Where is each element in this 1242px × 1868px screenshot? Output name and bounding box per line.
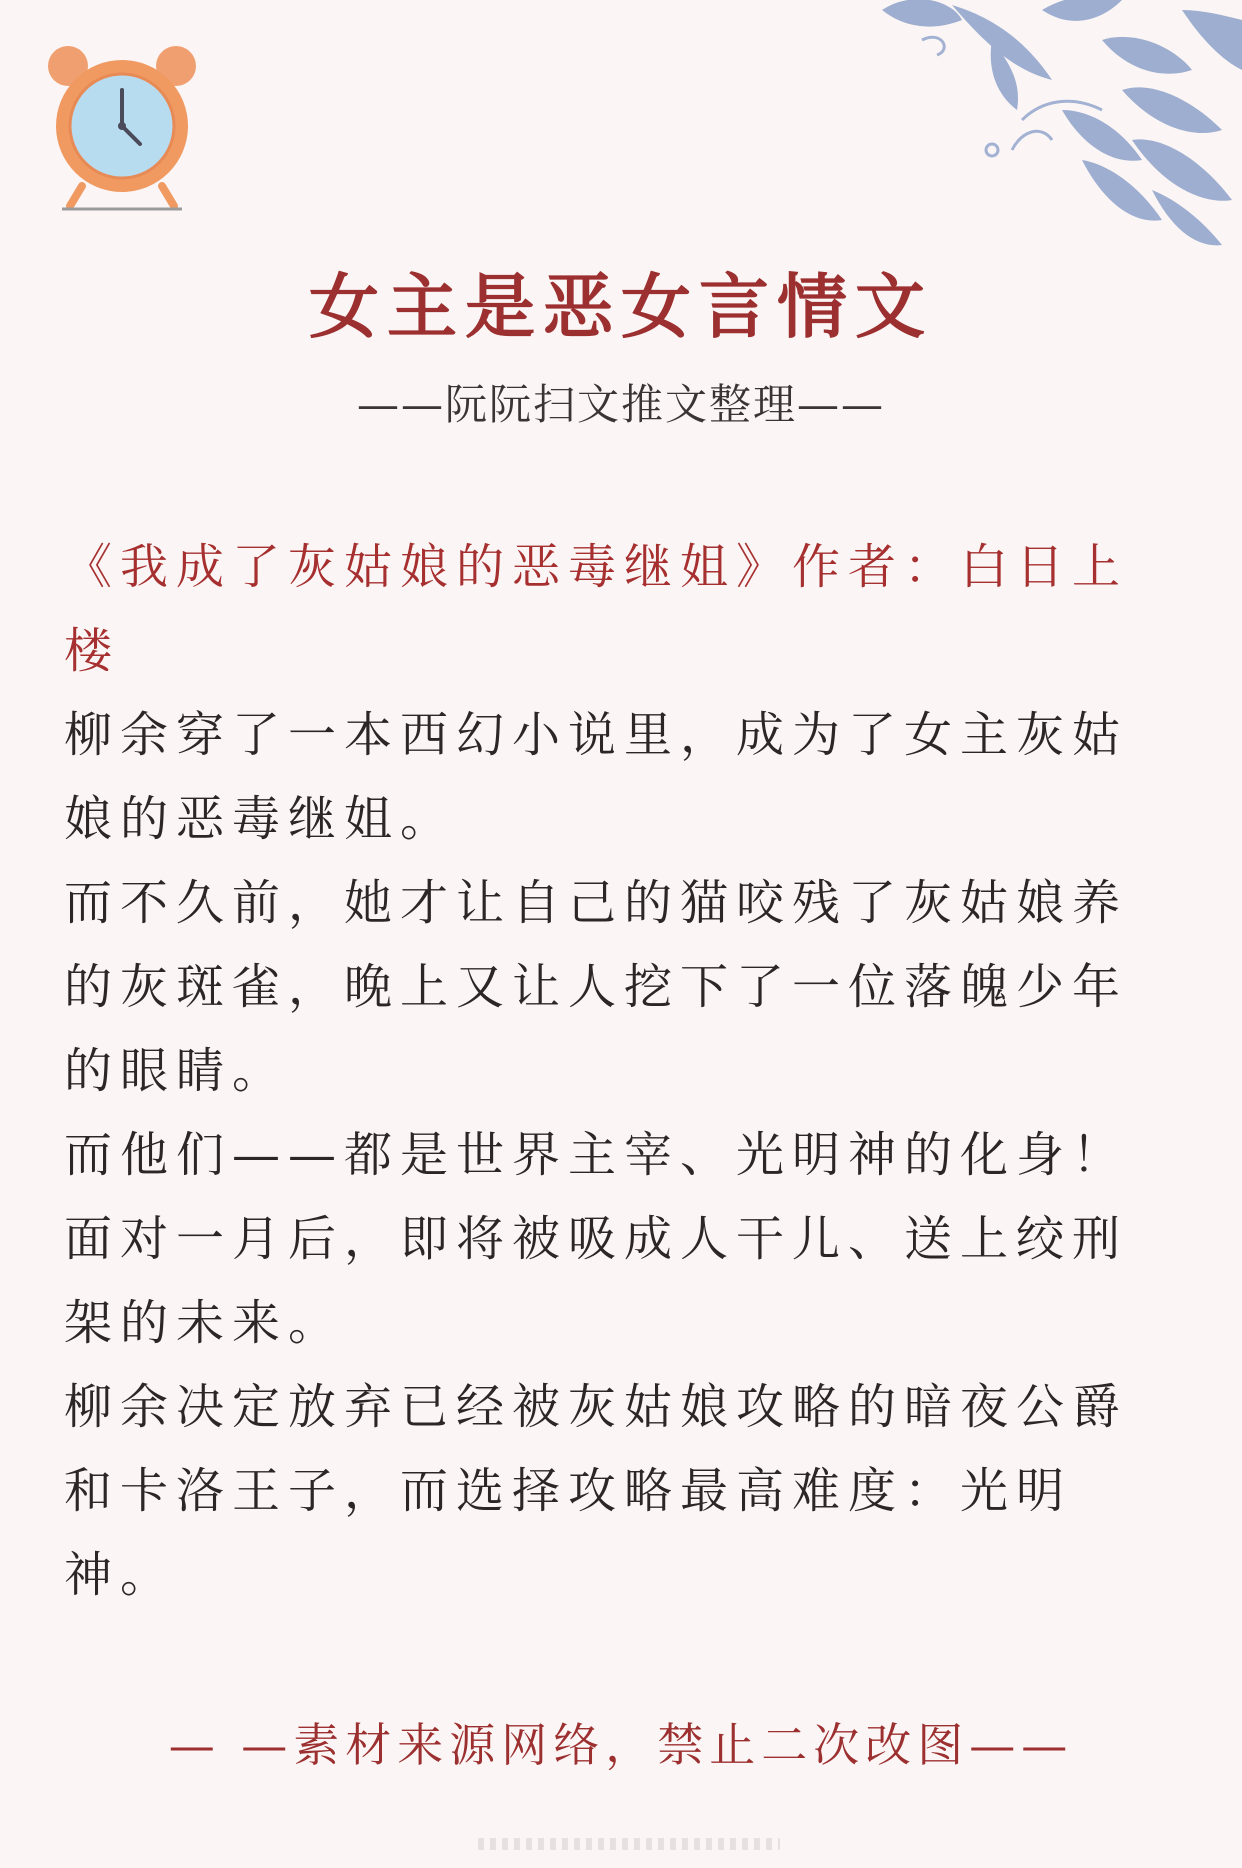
book-heading: 《我成了灰姑娘的恶毒继姐》作者：白日上楼 [64,539,1129,679]
paragraph-3: 而他们——都是世界主宰、光明神的化身！ [64,1127,1129,1183]
paragraph-1: 柳余穿了一本西幻小说里，成为了女主灰姑娘的恶毒继姐。 [64,707,1129,847]
paragraph-5: 柳余决定放弃已经被灰姑娘攻略的暗夜公爵和卡洛王子，而选择攻略最高难度：光明神。 [64,1379,1129,1603]
leaf-decoration-icon [722,0,1242,250]
footer-note: — —素材来源网络，禁止二次改图—— [168,1718,1074,1772]
page-subtitle: ——阮阮扫文推文整理—— [356,380,885,429]
paragraph-4: 面对一月后，即将被吸成人干儿、送上绞刑架的未来。 [64,1211,1129,1351]
watermark-bar [478,1838,780,1850]
alarm-clock-icon [42,44,202,214]
book-intro [64,525,1176,1617]
paragraph-2: 而不久前，她才让自己的猫咬残了灰姑娘养的灰斑雀，晚上又让人挖下了一位落魄少年的眼睛。 [64,875,1129,1099]
page-title: 女主是恶女言情文 [309,265,933,348]
